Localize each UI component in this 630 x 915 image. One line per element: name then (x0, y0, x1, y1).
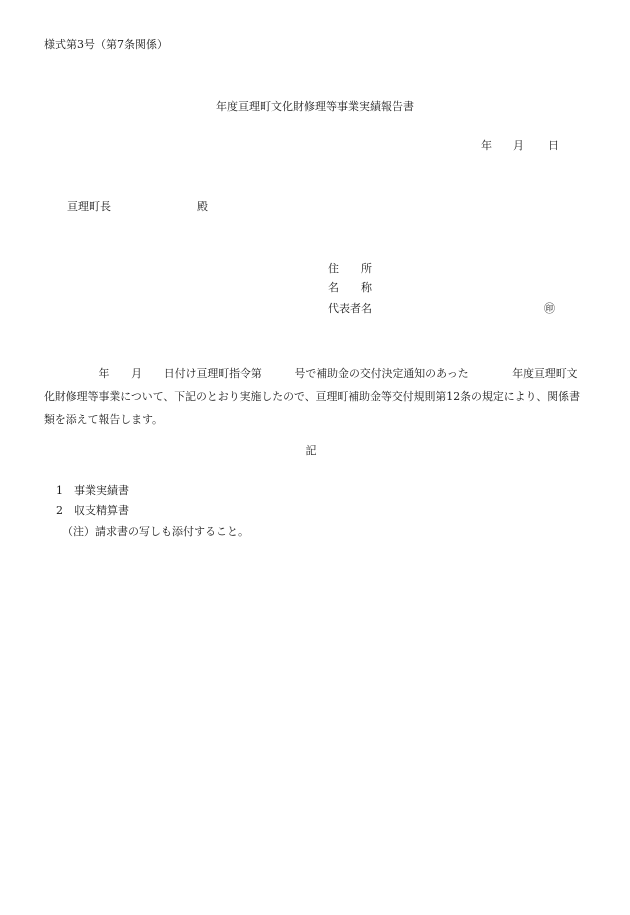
addressee-name: 亘理町長 (67, 200, 111, 213)
date-year-label: 年 (481, 139, 492, 152)
date-day-label: 日 (548, 139, 559, 152)
addressee-honorific: 殿 (197, 200, 208, 213)
attachment-item-1: 1 事業実績書 (56, 484, 129, 497)
form-number: 様式第3号（第7条関係） (44, 38, 168, 51)
attachment-note: （注）請求書の写しも添付すること。 (62, 525, 249, 538)
document-title: 年度亘理町文化財修理等事業実績報告書 (216, 100, 414, 113)
date-month-label: 月 (513, 139, 524, 152)
organization-name-label: 名 称 (328, 281, 372, 294)
attachment-item-2: 2 収支精算書 (56, 504, 129, 517)
seal-mark: ㊞ (544, 302, 555, 315)
representative-name-label: 代表者名 (328, 302, 372, 315)
address-label: 住 所 (328, 262, 372, 275)
report-body-text: 年 月 日付け亘理町指令第 号で補助金の交付決定通知のあった 年度亘理町文化財修理等事業について、下記のとおり実施したので、亘理町補助金等交付規則第12条の規定により、関係書類を添えて報告します。 (44, 367, 580, 426)
ki-heading: 記 (305, 444, 317, 457)
